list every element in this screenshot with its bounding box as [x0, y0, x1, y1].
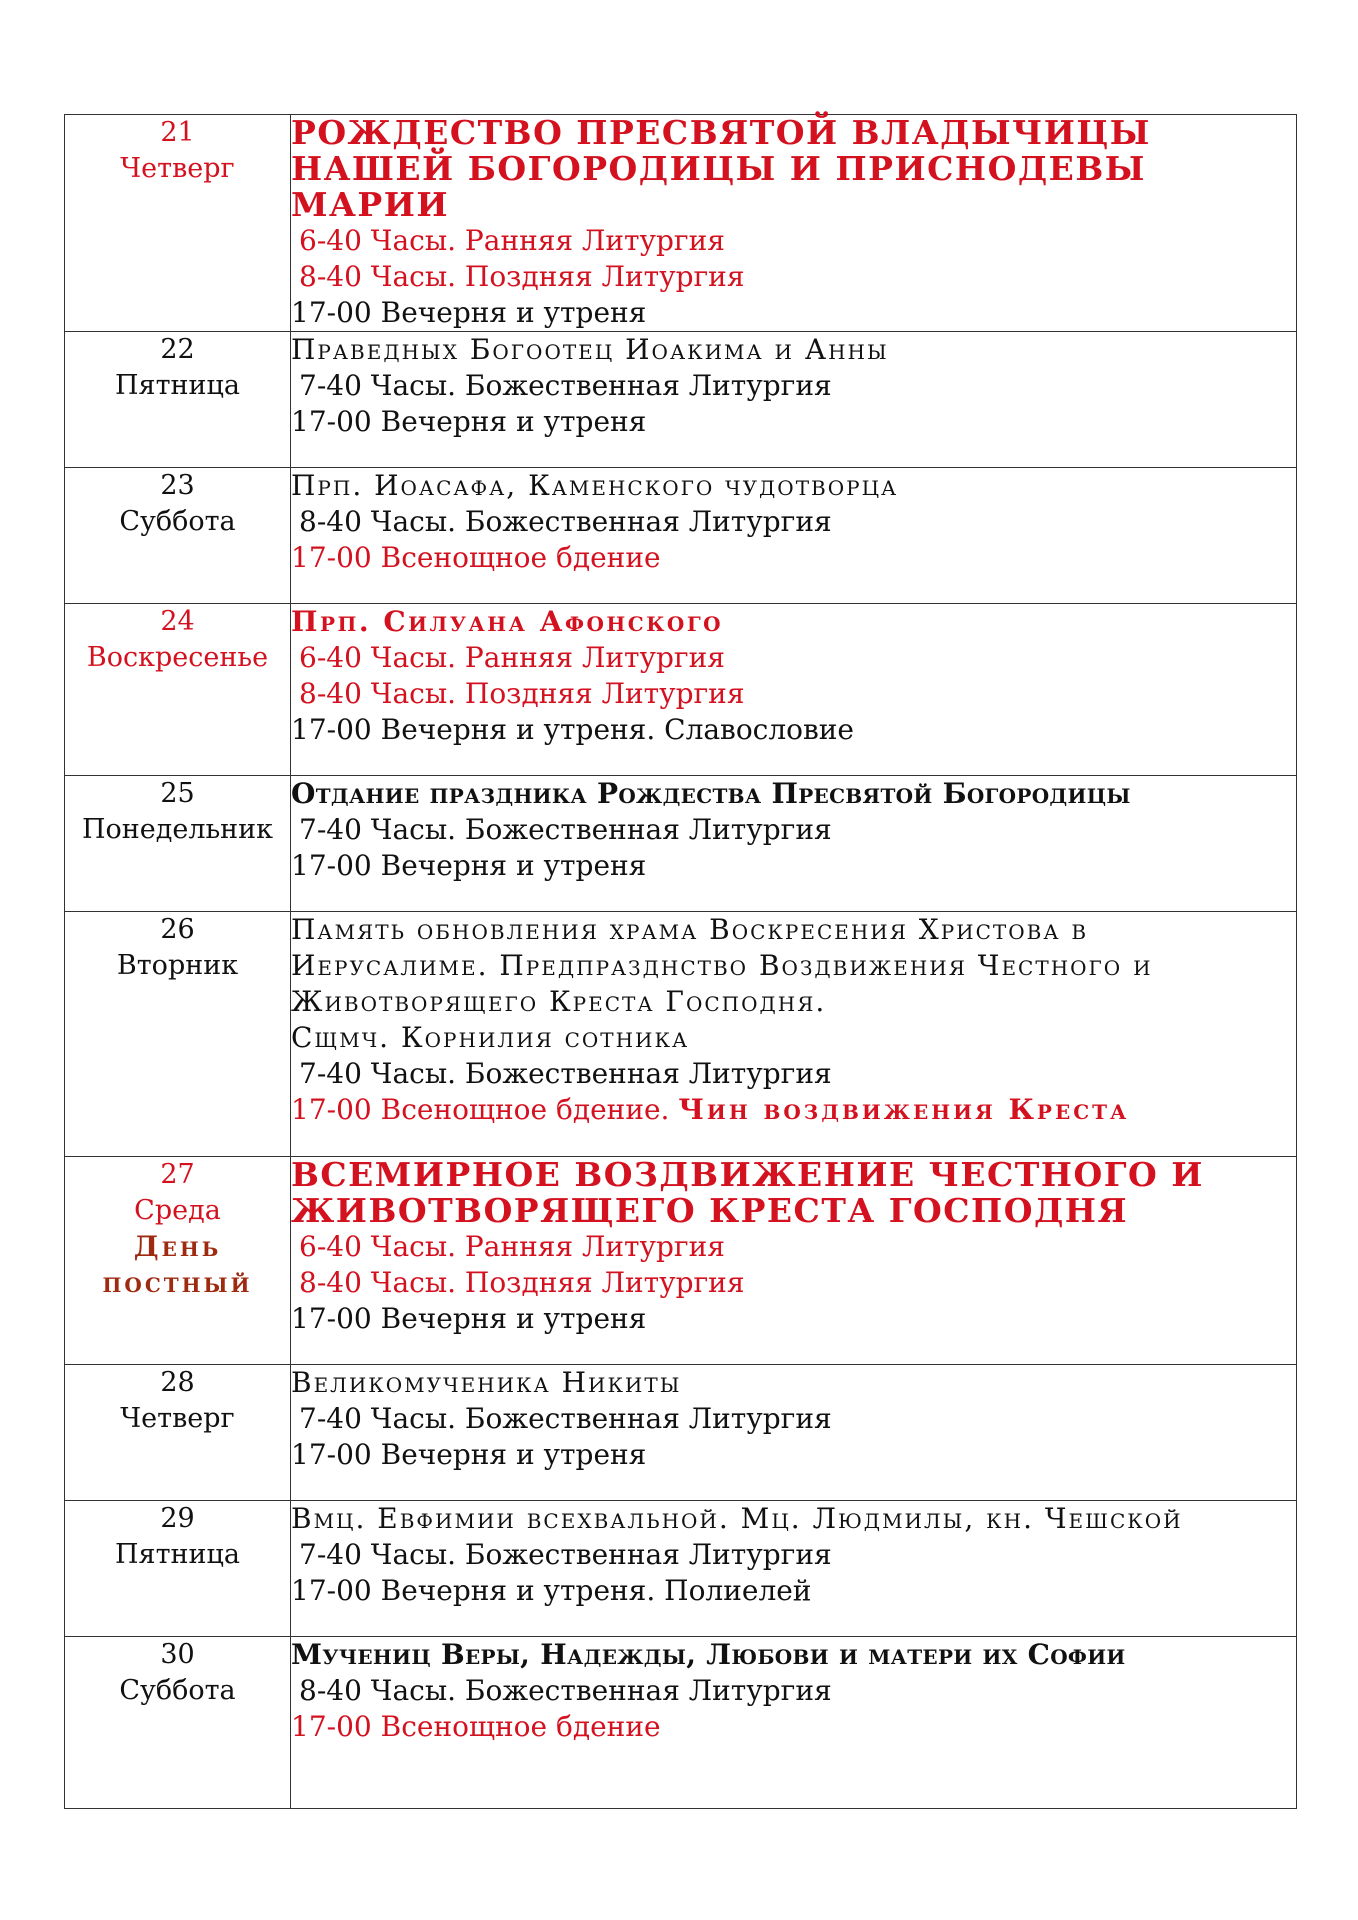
service-line: [291, 1265, 1296, 1301]
date-cell: [65, 776, 291, 912]
commemoration-title: Отдание праздника Рождества Пресвятой Богородицы: [291, 777, 1131, 810]
service-text: 7-40 Часы. Божественная Литургия: [299, 1057, 832, 1090]
entry-cell: [291, 115, 1297, 332]
entry-cell: [291, 1637, 1297, 1809]
weekday: Пятница: [115, 370, 240, 401]
entry-cell: [291, 1365, 1297, 1501]
service-text: 17-00 Вечерня и утреня. Славословие: [291, 713, 854, 746]
service-text: 8-40 Часы. Божественная Литургия: [299, 505, 832, 538]
service-line: [291, 259, 1296, 295]
schedule-row: [65, 468, 1297, 604]
service-text: 8-40 Часы. Поздняя Литургия: [299, 1266, 745, 1299]
service-line: [291, 540, 1296, 576]
service-text: 17-00 Вечерня и утреня. Полиелей: [291, 1574, 812, 1607]
fast-day-note: День постный: [102, 1230, 253, 1299]
date-cell: [65, 604, 291, 776]
service-text: 17-00 Всенощное бдение.: [291, 1093, 679, 1126]
service-rite: Чин воздвижения Креста: [678, 1093, 1130, 1126]
service-line: [291, 295, 1296, 331]
weekday: Воскресенье: [86, 642, 269, 673]
day-number: 26: [160, 914, 195, 945]
service-line: [291, 1537, 1296, 1573]
service-line: [291, 1709, 1296, 1745]
weekday: Суббота: [119, 1675, 236, 1706]
service-line: [291, 1673, 1296, 1709]
service-line: [291, 1056, 1296, 1092]
entry-cell: [291, 468, 1297, 604]
weekday: Суббота: [119, 506, 236, 537]
service-text: 17-00 Вечерня и утреня: [291, 849, 647, 882]
day-number: 24: [160, 606, 195, 637]
schedule-table: [64, 114, 1297, 1809]
service-line: [291, 712, 1296, 748]
service-line: [291, 848, 1296, 884]
day-number: 23: [160, 470, 195, 501]
weekday: Вторник: [116, 950, 239, 981]
service-text: 17-00 Вечерня и утреня: [291, 1438, 647, 1471]
weekday: Пятница: [115, 1539, 240, 1570]
service-text: 8-40 Часы. Божественная Литургия: [299, 1674, 832, 1707]
date-cell: [65, 912, 291, 1157]
day-number: 28: [160, 1367, 195, 1398]
commemoration-title: Праведных Богоотец Иоакима и Анны: [291, 333, 889, 366]
date-cell: [65, 115, 291, 332]
commemoration-title: Прп. Силуана Афонского: [291, 605, 724, 638]
commemoration-title: Сщмч. Корнилия сотника: [291, 1021, 690, 1054]
service-text: 7-40 Часы. Божественная Литургия: [299, 1538, 832, 1571]
day-number: 21: [160, 117, 195, 148]
date-cell: [65, 468, 291, 604]
service-line: [291, 404, 1296, 440]
day-number: 27: [160, 1159, 195, 1190]
commemoration-title: Прп. Иоасафа, Каменского чудотворца: [291, 469, 899, 502]
service-text: 7-40 Часы. Божественная Литургия: [299, 813, 832, 846]
schedule-row: [65, 1637, 1297, 1809]
date-cell: [65, 1637, 291, 1809]
date-cell: [65, 1157, 291, 1365]
commemoration-title: Вмц. Евфимии всехвальной. Мц. Людмилы, кн. Чешской: [291, 1502, 1183, 1535]
schedule-row: [65, 1157, 1297, 1365]
service-line: [291, 368, 1296, 404]
service-text: 7-40 Часы. Божественная Литургия: [299, 1402, 832, 1435]
day-number: 29: [160, 1503, 195, 1534]
schedule-row: [65, 1501, 1297, 1637]
date-cell: [65, 1501, 291, 1637]
entry-cell: [291, 1157, 1297, 1365]
entry-cell: [291, 604, 1297, 776]
weekday: Среда: [134, 1195, 221, 1226]
schedule-row: [65, 604, 1297, 776]
schedule-row: [65, 115, 1297, 332]
entry-cell: [291, 332, 1297, 468]
entry-cell: [291, 1501, 1297, 1637]
schedule-row: [65, 776, 1297, 912]
service-text: 17-00 Вечерня и утреня: [291, 296, 647, 329]
entry-cell: [291, 912, 1297, 1157]
service-text: 17-00 Всенощное бдение: [291, 1710, 661, 1743]
day-number: 22: [160, 334, 195, 365]
schedule-row: [65, 332, 1297, 468]
service-text: 8-40 Часы. Поздняя Литургия: [299, 677, 745, 710]
service-line: [291, 504, 1296, 540]
date-cell: [65, 1365, 291, 1501]
date-cell: [65, 332, 291, 468]
schedule-rows: [65, 115, 1297, 1809]
service-text: 6-40 Часы. Ранняя Литургия: [299, 1230, 725, 1263]
commemoration-title: Память обновления храма Воскресения Христова в Иерусалиме. Предпразднство Воздвижения Честного и Животворящего Креста Господня.: [291, 913, 1153, 1018]
weekday: Четверг: [120, 153, 235, 184]
service-line: [291, 223, 1296, 259]
service-text: 7-40 Часы. Божественная Литургия: [299, 369, 832, 402]
service-line: [291, 1092, 1296, 1128]
entry-cell: [291, 776, 1297, 912]
commemoration-title: РОЖДЕСТВО ПРЕСВЯТОЙ ВЛАДЫЧИЦЫ НАШЕЙ БОГОРОДИЦЫ И ПРИСНОДЕВЫ МАРИИ: [291, 113, 1151, 224]
schedule-row: [65, 912, 1297, 1157]
service-text: 8-40 Часы. Поздняя Литургия: [299, 260, 745, 293]
service-line: [291, 1573, 1296, 1609]
service-text: 6-40 Часы. Ранняя Литургия: [299, 641, 725, 674]
commemoration-title: Мучениц Веры, Надежды, Любови и матери их Софии: [291, 1638, 1126, 1671]
service-text: 17-00 Всенощное бдение: [291, 541, 661, 574]
service-line: [291, 1437, 1296, 1473]
service-text: 17-00 Вечерня и утреня: [291, 405, 647, 438]
weekday: Четверг: [120, 1403, 235, 1434]
schedule-row: [65, 1365, 1297, 1501]
service-line: [291, 1229, 1296, 1265]
weekday: Понедельник: [81, 814, 274, 845]
service-text: 6-40 Часы. Ранняя Литургия: [299, 224, 725, 257]
service-line: [291, 1401, 1296, 1437]
service-line: [291, 640, 1296, 676]
day-number: 30: [160, 1639, 195, 1670]
commemoration-title: Великомученика Никиты: [291, 1366, 682, 1399]
service-text: 17-00 Вечерня и утреня: [291, 1302, 647, 1335]
service-line: [291, 676, 1296, 712]
service-line: [291, 812, 1296, 848]
service-line: [291, 1301, 1296, 1337]
day-number: 25: [160, 778, 195, 809]
commemoration-title: ВСЕМИРНОЕ ВОЗДВИЖЕНИЕ ЧЕСТНОГО И ЖИВОТВОРЯЩЕГО КРЕСТА ГОСПОДНЯ: [291, 1155, 1204, 1230]
